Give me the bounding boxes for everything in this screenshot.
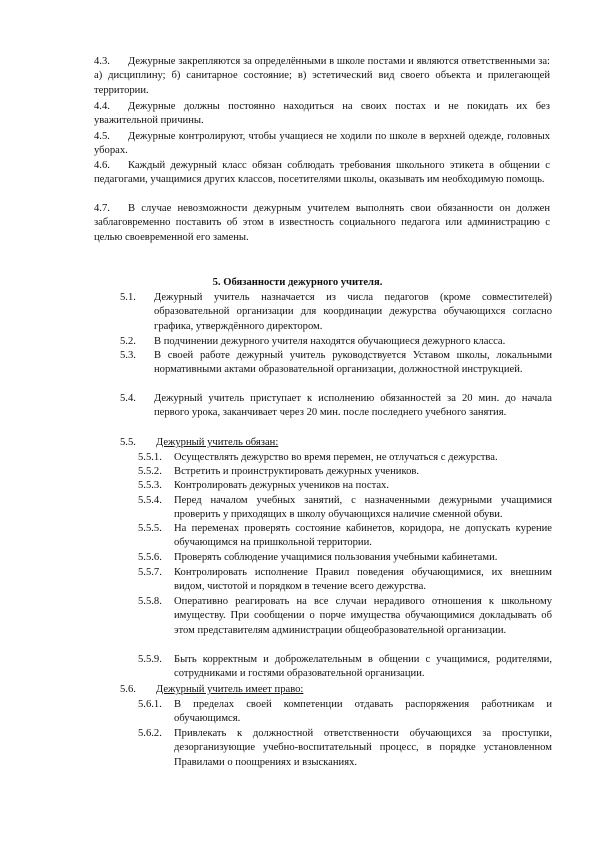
clause-text: В подчинении дежурного учителя находятся обучающиеся дежурного класса. — [154, 336, 506, 347]
clause-text: Контролировать дежурных учеников на постах. — [174, 480, 389, 491]
clause-number: 5.4. — [120, 393, 136, 404]
clause-text: Встретить и проинструктировать дежурных учеников. — [174, 466, 420, 477]
clause-number: 5.5.1. — [138, 452, 162, 463]
clause-text — [94, 55, 550, 98]
clause-number: 5.6.1. — [138, 699, 162, 710]
clause-number: 5.5.6. — [138, 552, 162, 563]
clause-5-2 — [120, 335, 552, 349]
clause-4-5 — [94, 130, 550, 159]
right-5-6-2 — [138, 727, 552, 770]
clause-text: Оперативно реагировать на все случаи нерадивого отношения к школьному имуществу. При сообщении о порче имущества обучающимися докладывать об этом представителям администрации общеобразовательной организации. — [174, 596, 552, 636]
duty-5-5-8 — [138, 595, 552, 638]
duty-5-5-6 — [138, 551, 552, 565]
clause-text: В своей работе дежурный учитель руководствуется Уставом школы, локальными нормативными актами образовательной организации, должностной инструкцией. — [154, 350, 552, 376]
clause-number: 4.6. — [94, 160, 110, 171]
clause-number: 4.3. — [94, 56, 110, 67]
clause-text: Дежурный учитель обязан: — [156, 437, 279, 448]
clause-text: Осуществлять дежурство во время перемен, не отлучаться с дежурства. — [174, 452, 498, 463]
clause-4-7 — [94, 202, 550, 245]
clause-text: Проверять соблюдение учащимися пользования учебными кабинетами. — [174, 552, 498, 563]
clause-number: 5.6. — [120, 684, 136, 695]
section-heading: 5. Обязанности дежурного учителя. — [212, 277, 383, 288]
clause-number: 4.4. — [94, 101, 110, 112]
clause-number: 5.5.7. — [138, 567, 162, 578]
clause-text: Дежурный учитель имеет право: — [156, 684, 304, 695]
clause-text: Быть корректным и доброжелательным в общении с учащимися, родителями, сотрудниками и гостями образовательной организации. — [174, 654, 552, 680]
right-5-6-1 — [138, 698, 552, 727]
duty-5-5-1 — [138, 451, 552, 465]
duty-5-5-4 — [138, 494, 552, 523]
clause-text: В пределах своей компетенции отдавать распоряжения работникам и обучающимся. — [174, 699, 552, 725]
clause-5-3 — [120, 349, 552, 378]
duty-5-5-5 — [138, 522, 552, 551]
clause-number: 5.5.4. — [138, 495, 162, 506]
clause-text: Дежурные должны постоянно находиться на своих постах и не покидать их без уважительной причины. — [94, 101, 550, 127]
clause-number: 5.1. — [120, 292, 136, 303]
clause-5-5 — [120, 436, 552, 450]
clause-text: Контролировать исполнение Правил поведения обучающимися, их внешним видом, чистотой и порядком в течение всего дежурства. — [174, 567, 552, 593]
clause-number: 5.5.9. — [138, 654, 162, 665]
clause-number: 5.6.2. — [138, 728, 162, 739]
duty-5-5-2 — [138, 465, 552, 479]
clause-number: 5.5.5. — [138, 523, 162, 534]
clause-text: Дежурный учитель назначается из числа педагогов (кроме совместителей) образовательной организации для координации дежурства обучающихся согласно графика, утверждённого директором. — [154, 292, 552, 332]
clause-number: 5.5.8. — [138, 596, 162, 607]
clause-number: 5.5.3. — [138, 480, 162, 491]
clause-text-body: Дежурные закрепляются за определёнными в школе постами и являются ответственными за: а) дисциплину; б) санитарное состояние; в) эстетический вид своего объекта и прилегающей территории. — [94, 56, 550, 96]
clause-text: Дежурные контролируют, чтобы учащиеся не ходили по школе в верхней одежде, головных уборах. — [94, 131, 550, 157]
clause-5-4 — [120, 392, 552, 421]
clause-4-4 — [94, 100, 550, 129]
clause-text: Дежурный учитель приступает к исполнению обязанностей за 20 мин. до начала первого урока, заканчивает через 20 мин. после последнего учебного занятия. — [154, 393, 552, 419]
clause-4-6 — [94, 159, 550, 188]
clause-number: 4.7. — [94, 203, 110, 214]
clause-number: 5.2. — [120, 336, 136, 347]
duty-5-5-7 — [138, 566, 552, 595]
duty-5-5-9 — [138, 653, 552, 682]
clause-number: 5.5.2. — [138, 466, 162, 477]
clause-text: Привлекать к должностной ответственности обучающихся за проступки, дезорганизующие учебно-воспитательный процесс, в порядке установленном Правилами о поощрениях и взысканиях. — [174, 728, 552, 768]
clause-4-3 — [94, 55, 550, 98]
clause-text: На переменах проверять состояние кабинетов, коридора, не допускать курение обучающимся на пришкольной территории. — [174, 523, 552, 549]
clause-text: Перед началом учебных занятий, с назначенными дежурными учащимися проверить у приходящих в школу обучающихся наличие сменной обуви. — [174, 495, 552, 521]
clause-5-1 — [120, 291, 552, 334]
clause-number: 5.5. — [120, 437, 136, 448]
clause-text: В случае невозможности дежурным учителем выполнять свои обязанности он должен заблаговременно поставить об этом в известность социального педагога или администрацию с целью своевременной его замены. — [94, 203, 550, 243]
clause-number: 5.3. — [120, 350, 136, 361]
clause-text: Каждый дежурный класс обязан соблюдать требования школьного этикета в общении с педагогами, учащимися других классов, посетителями школы, оказывать им необходимую помощь. — [94, 160, 550, 186]
clause-number: 4.5. — [94, 131, 110, 142]
clause-5-6 — [120, 683, 552, 697]
duty-5-5-3 — [138, 479, 552, 493]
